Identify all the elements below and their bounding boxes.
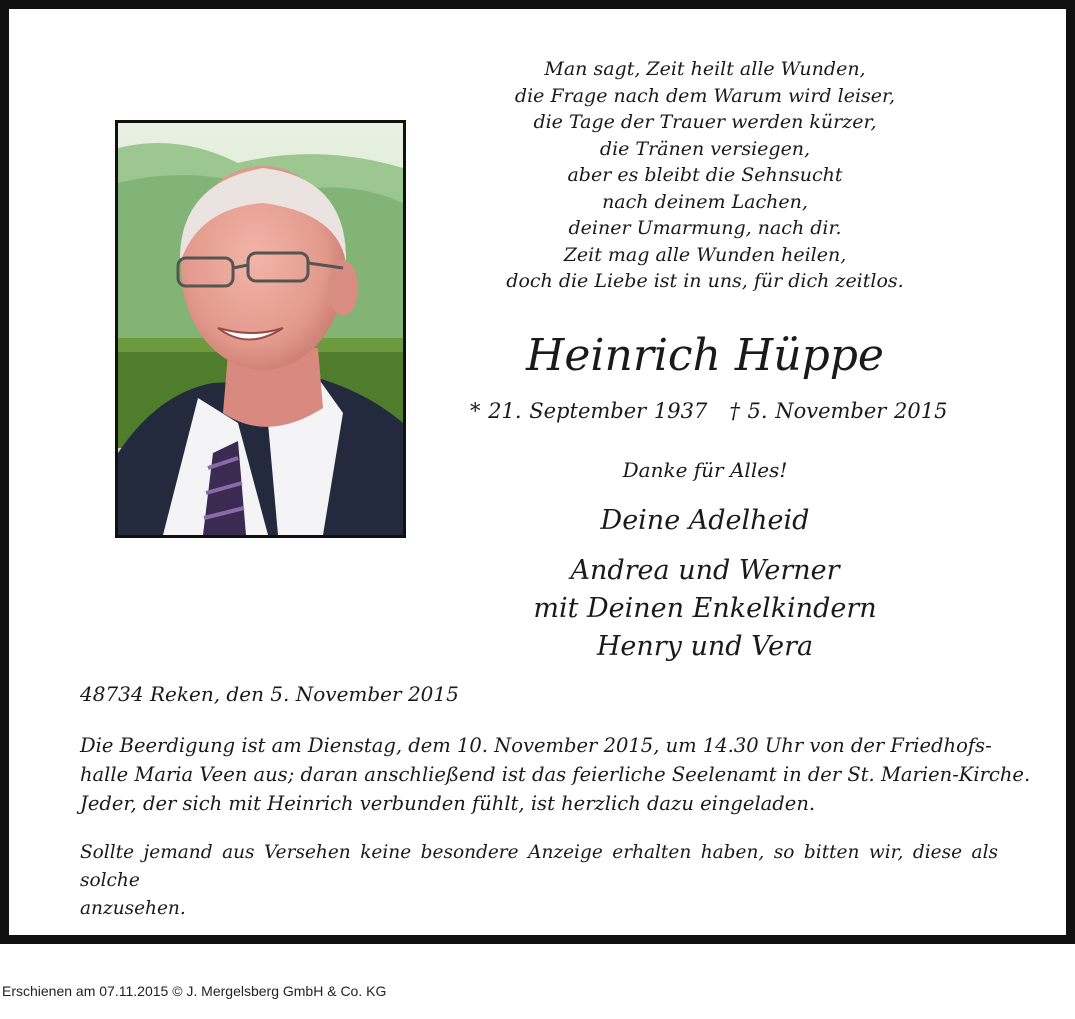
poem-line: Zeit mag alle Wunden heilen, [563, 243, 847, 266]
birth-date: * 21. September 1937 [470, 399, 708, 423]
poem [470, 56, 940, 295]
funeral-line: halle Maria Veen aus; daran anschließend ist das feierliche Seelenamt in der St. Marien-Kirche. [80, 763, 1031, 786]
place-date: 48734 Reken, den 5. November 2015 [80, 682, 459, 706]
death-date: † 5. November 2015 [729, 399, 948, 423]
signature-family [470, 552, 940, 666]
poem-line: deiner Umarmung, nach dir. [568, 217, 842, 239]
poem-line: die Tränen versiegen, [599, 137, 811, 160]
signature-line: mit Deinen Enkelkindern [533, 593, 877, 624]
life-dates [470, 396, 948, 426]
funeral-notice [80, 731, 1031, 818]
no-notice-paragraph [80, 839, 998, 923]
poem-line: aber es bleibt die Sehnsucht [567, 164, 843, 186]
signature-spouse: Deine Adelheid [600, 505, 810, 536]
poem-line: die Frage nach dem Warum wird leiser, [514, 84, 896, 107]
poem-line: Man sagt, Zeit heilt alle Wunden, [544, 58, 866, 80]
poem-line: die Tage der Trauer werden kürzer, [533, 111, 877, 133]
funeral-line: Die Beerdigung ist am Dienstag, dem 10. November 2015, um 14.30 Uhr von der Friedhofs- [80, 734, 992, 757]
portrait-image [118, 123, 403, 535]
notice-line: Sollte jemand aus Versehen keine besondere Anzeige erhalten haben, so bitten wir, diese als solche [80, 842, 998, 891]
funeral-line: Jeder, der sich mit Heinrich verbunden fühlt, ist herzlich dazu eingeladen. [80, 792, 816, 815]
poem-line: doch die Liebe ist in uns, für dich zeitlos. [506, 270, 904, 292]
portrait-photo [115, 120, 406, 538]
poem-line: nach deinem Lachen, [602, 190, 808, 213]
signature-line: Henry und Vera [596, 631, 814, 662]
deceased-name: Heinrich Hüppe [526, 330, 884, 381]
signature-line: Andrea und Werner [570, 555, 840, 586]
notice-line: anzusehen. [80, 898, 186, 919]
publication-footer: Erschienen am 07.11.2015 © J. Mergelsberg GmbH & Co. KG [2, 983, 387, 999]
thanks-line: Danke für Alles! [622, 458, 788, 482]
